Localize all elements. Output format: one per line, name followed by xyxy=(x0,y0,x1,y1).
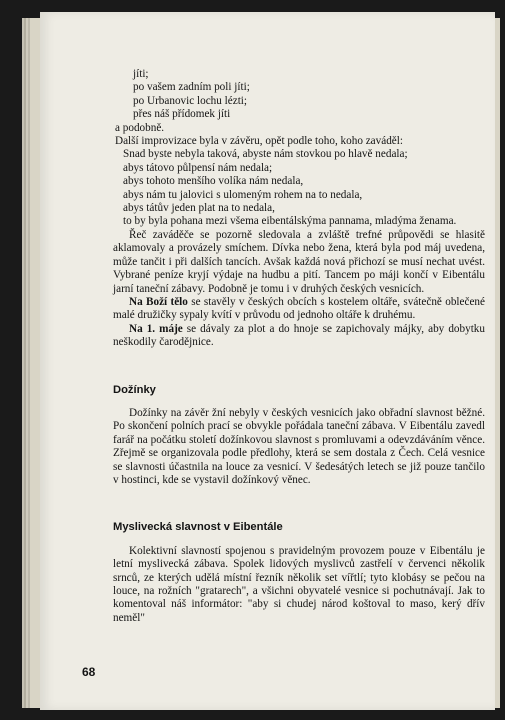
verse-line: Snad byste nebyla taková, abyste nám stovkou po hlavě nedala; xyxy=(123,148,408,161)
verse-line: po Urbanovic lochu lézti; xyxy=(133,94,248,107)
verse-line: jíti; xyxy=(133,68,149,80)
page-text xyxy=(113,68,485,625)
heading-myslivecka-slavnost: Myslivecká slavnost v Eibentále xyxy=(113,521,283,534)
verse-2 xyxy=(113,148,485,228)
paragraph-bozi-telo xyxy=(113,296,485,323)
verse-line: abys tohoto menšího volíka nám nedala, xyxy=(123,175,304,188)
verse-line: abys nám tu jalovici s ulomeným rohem na to nedala, xyxy=(123,188,363,201)
paragraph-myslivecka: Kolektivní slavností spojenou s pravidelným provozem pouze v Eibentálu je letní myslivecká zábava. Spolek lidových myslivců zastřelí v červenci několik srnců, ze kterých udělá místní řezník několik set vířtlí; tyto klobásy se pečou na louce, na rožních "gratarech", a všichni obyvatelé vesnice si pochutnávají. Jak to komentoval náš informátor: "aby si chudej národ koštoval to maso, kerý dřív neměl" xyxy=(113,544,485,624)
bozi-telo-text: se stavěly v českých obcích s kostelem oltáře, svátečně oblečené malé družičky sypaly kvítí v průvodu od jednoho oltáře k druhému. xyxy=(113,295,485,322)
verse-line-long: to by byla pohana mezi všema eibentálskýma pannama, mladýma ženama. xyxy=(123,215,457,228)
paragraph-dozinky: Dožínky na závěr žní nebyly v českých vesnicích jako obřadní slavnost běžné. Po skončení polních prací se obvykle pořádala taneční zábava. V Eibentálu zavedl farář na počátku století dožínkovou slavnost s promluvami a odevzdáváním věnce. Zřejmě se organizovala podle předlohy, která se sem dostala z Čech. Celá vesnice se slavnosti účastnila na louce za vesnicí. V šedesátých letech se již pouze tančilo v hostinci, kde se vystavil dožínkový věnec. xyxy=(113,406,485,486)
verse-line: abys tátovo půlpensí nám nedala; xyxy=(123,161,273,174)
paragraph-improvizace: Další improvizace byla v závěru, opět podle toho, koho zaváděl: xyxy=(115,135,403,148)
heading-dozinky: Dožínky xyxy=(113,383,156,396)
maje-lead: Na 1. máje xyxy=(129,322,183,335)
verse-line: po vašem zadním poli jíti; xyxy=(133,81,250,94)
book-page xyxy=(40,12,495,710)
verse-end: a podobně. xyxy=(115,121,165,134)
maje-text: se dávaly za plot a do hnoje se zapichovaly májky, aby dobytku neškodily čarodějnice. xyxy=(113,322,485,349)
verse-line: přes náš přídomek jíti xyxy=(133,108,231,121)
bozi-telo-lead: Na Boží tělo xyxy=(129,295,188,308)
paragraph-rec-zavadece: Řeč zaváděče se pozorně sledovala a zvláště trefné průpovědi se hlasitě aklamovaly a provázely smíchem. Dívka nebo žena, která byla pod máj uvedena, může tančit i při dalších tancích. Avšak každá nová přichozí se musí nechat uvést. Vybrané peníze kryjí výdaje na hudbu a pití. Tancem po máji končí v Eibentálu jarní taneční zábavy. Podobně je tomu i v druhých českých vesnicích. xyxy=(113,228,485,295)
paragraph-1-maje xyxy=(113,323,485,350)
verse-1 xyxy=(113,68,485,135)
page-number: 68 xyxy=(82,665,96,679)
verse-line: abys tátův jeden plat na to nedala, xyxy=(123,202,275,215)
